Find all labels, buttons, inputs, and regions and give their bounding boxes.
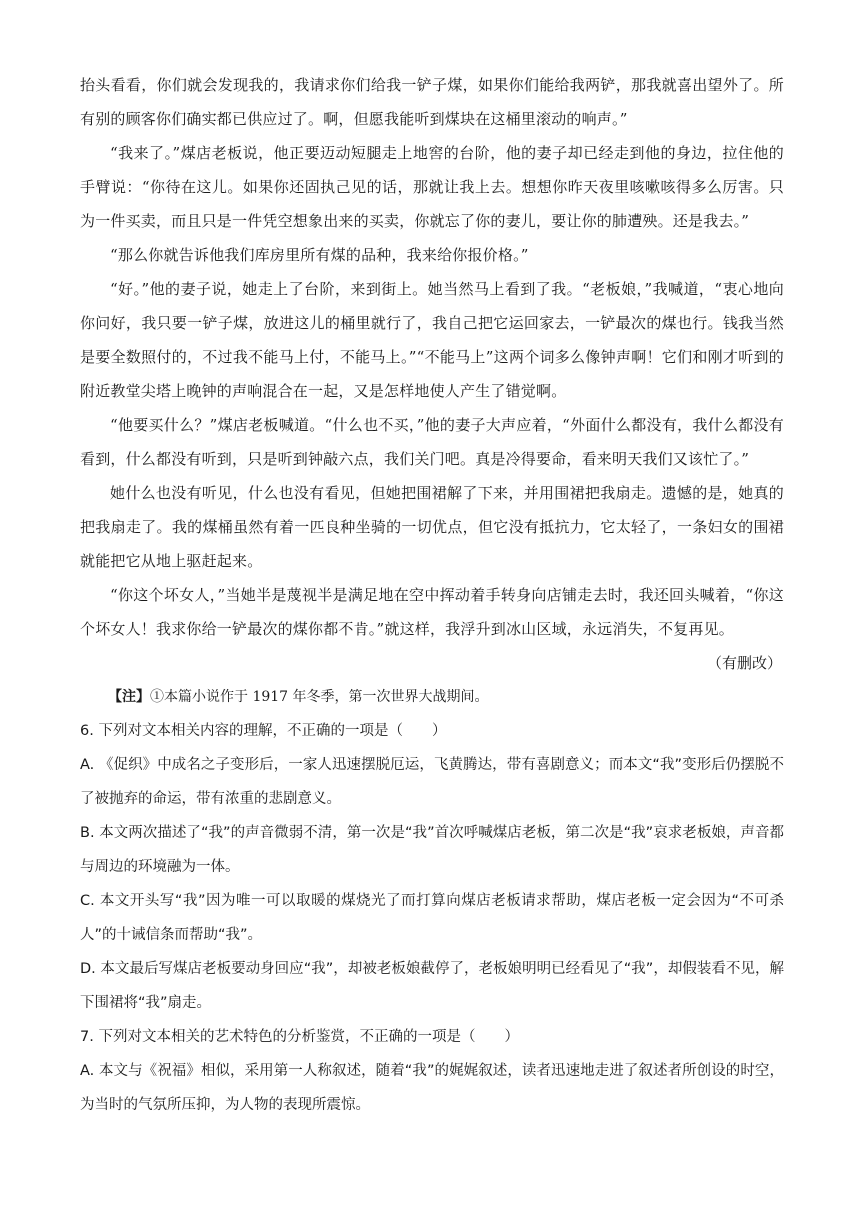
document-page bbox=[80, 68, 784, 1122]
question-7-stem: 7. 下列对文本相关的艺术特色的分析鉴赏，不正确的一项是（ ） bbox=[80, 1029, 519, 1045]
annotation bbox=[80, 680, 784, 714]
annotation-label: 【注】 bbox=[108, 689, 150, 705]
story-paragraph-3: “那么你就告诉他我们库房里所有煤的品种，我来给你报价格。” bbox=[110, 246, 529, 264]
story-paragraph-6: 她什么也没有听见，什么也没有看见，但她把围裙解了下来，并用围裙把我扇走。遗憾的是，她真的把我扇走了。我的煤桶虽然有着一匹良种坐骑的一切优点，但它没有抵抗力，它太轻了，一条妇女的围裙就能把它从地上驱赶起来。 bbox=[80, 484, 784, 570]
question-6-stem: 6. 下列对文本相关内容的理解，不正确的一项是（ ） bbox=[80, 723, 447, 739]
story-paragraph-2: “我来了。”煤店老板说，他正要迈动短腿走上地窖的台阶，他的妻子却已经走到他的身边，拉住他的手臂说：“你待在这儿。如果你还固执己见的话，那就让我上去。想想你昨天夜里咳嗽咳得多么厉害。只为一件买卖，而且只是一件凭空想象出来的买卖，你就忘了你的妻儿，要让你的肺遭殃。还是我去。” bbox=[80, 144, 784, 230]
question-6-option-a: A. 《促织》中成名之子变形后，一家人迅速摆脱厄运，飞黄腾达，带有喜剧意义；而本文“我”变形后仍摆脱不了被抛弃的命运，带有浓重的悲剧意义。 bbox=[80, 757, 784, 807]
source-note: （有删改） bbox=[706, 654, 782, 672]
question-6-option-c: C. 本文开头写“我”因为唯一可以取暖的煤烧光了而打算向煤店老板请求帮助，煤店老板一定会因为“不可杀人”的十诫信条而帮助“我”。 bbox=[80, 893, 784, 943]
annotation-text: ①本篇小说作于 1917 年冬季，第一次世界大战期间。 bbox=[150, 689, 489, 705]
question-7-option-a: A. 本文与《祝福》相似，采用第一人称叙述，随着“我”的娓娓叙述，读者迅速地走进了叙述者所创设的时空，为当时的气氛所压抑，为人物的表现所震惊。 bbox=[80, 1063, 784, 1113]
question-6-option-d: D. 本文最后写煤店老板要动身回应“我”，却被老板娘截停了，老板娘明明已经看见了“我”，却假装看不见，解下围裙将“我”扇走。 bbox=[80, 961, 784, 1011]
story-paragraph-1: 抬头看看，你们就会发现我的，我请求你们给我一铲子煤，如果你们能给我两铲，那我就喜出望外了。所有别的顾客你们确实都已供应过了。啊，但愿我能听到煤块在这桶里滚动的响声。” bbox=[80, 76, 784, 128]
question-6-option-b: B. 本文两次描述了“我”的声音微弱不清，第一次是“我”首次呼喊煤店老板，第二次是“我”哀求老板娘，声音都与周边的环境融为一体。 bbox=[80, 825, 784, 875]
story-paragraph-7: “你这个坏女人，”当她半是蔑视半是满足地在空中挥动着手转身向店铺走去时，我还回头喊着，“你这个坏女人！我求你给一铲最次的煤你都不肯。”就这样，我浮升到冰山区域，永远消失，不复再见。 bbox=[80, 586, 784, 638]
story-paragraph-5: “他要买什么？”煤店老板喊道。“什么也不买，”他的妻子大声应着，“外面什么都没有，我什么都没有看到，什么都没有听到，只是听到钟敲六点，我们关门吧。真是冷得要命，看来明天我们又该忙了。” bbox=[80, 416, 784, 468]
story-paragraph-4: “好。”他的妻子说，她走上了台阶，来到街上。她当然马上看到了我。“老板娘，”我喊道，“衷心地向你问好，我只要一铲子煤，放进这儿的桶里就行了，我自己把它运回家去，一铲最次的煤也行。钱我当然是要全数照付的，不过我不能马上付，不能马上。”“不能马上”这两个词多么像钟声啊！它们和刚才听到的附近教堂尖塔上晚钟的声响混合在一起，又是怎样地使人产生了错觉啊。 bbox=[80, 280, 784, 400]
